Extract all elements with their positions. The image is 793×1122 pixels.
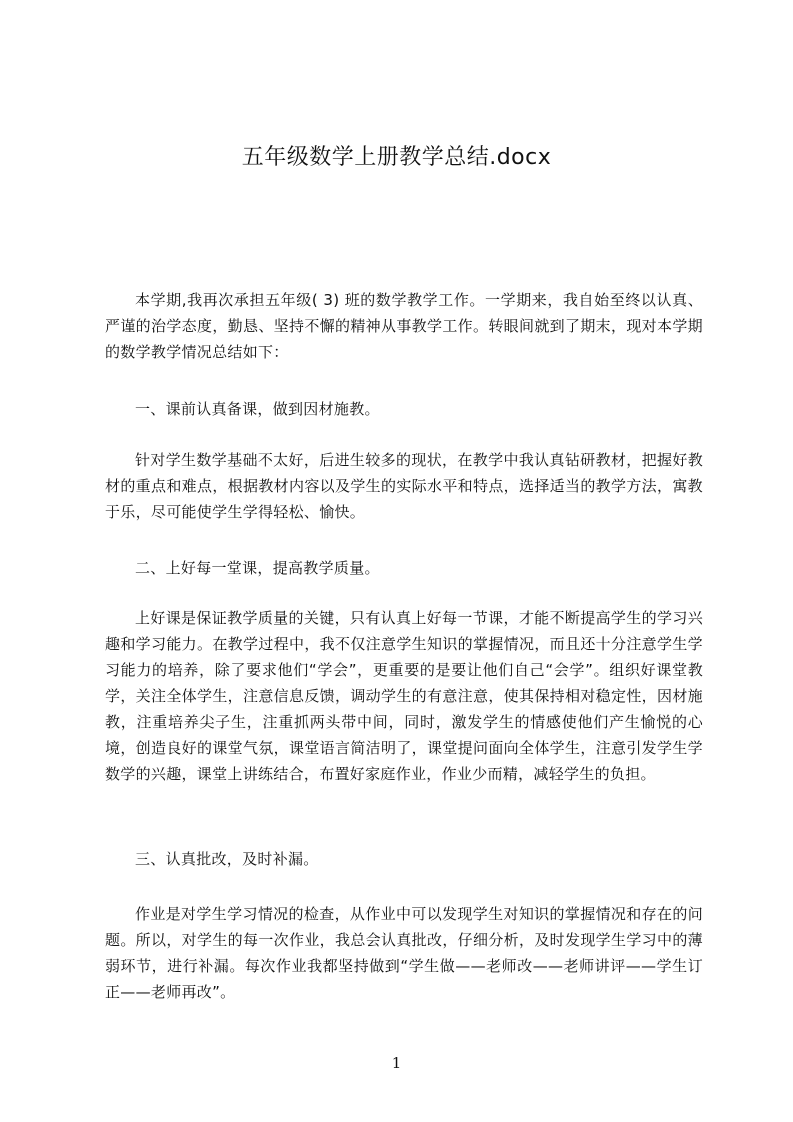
- section-2-heading: 二、上好每一堂课，提高教学质量。: [135, 559, 380, 577]
- section-2-paragraph: 上好课是保证教学质量的关键，只有认真上好每一节课，才能不断提高学生的学习兴趣和学习能力。在教学过程中，我不仅注意学生知识的掌握情况，而且还十分注意学生学习能力的培养，除了要求他们“学会”，更重要的是要让他们自己“会学”。组织好课堂教学，关注全体学生，注意信息反馈，调动学生的有意注意，使其保持相对稳定性，因材施教，注重培养尖子生，注重抓两头带中间，同时，激发学生的情感使他们产生愉悦的心境，创造良好的课堂气氛，课堂语言简洁明了，课堂提问面向全体学生，注意引发学生学数学的兴趣，课堂上讲练结合，布置好家庭作业，作业少而精，减轻学生的负担。: [105, 609, 703, 783]
- section-2-body-block: [105, 605, 703, 787]
- intro-paragraph: 本学期,我再次承担五年级( 3) 班的数学教学工作。一学期来，我自始至终以认真、严谨的治学态度，勤恳、坚持不懈的精神从事教学工作。转眼间就到了期末，现对本学期的数学教学情况总结如下：: [105, 291, 703, 361]
- section-3-heading: 三、认真批改，及时补漏。: [135, 850, 319, 868]
- intro-paragraph-block: [105, 287, 703, 365]
- section-3-paragraph: 作业是对学生学习情况的检查，从作业中可以发现学生对知识的掌握情况和存在的问题。所以，对学生的每一次作业，我总会认真批改，仔细分析，及时发现学生学习中的薄弱环节，进行补漏。每次作业我都坚持做到“学生做——老师改——老师讲评——学生订正——老师再改”。: [105, 905, 703, 1001]
- section-1-paragraph: 针对学生数学基础不太好，后进生较多的现状，在教学中我认真钻研教材，把握好教材的重点和难点，根据教材内容以及学生的实际水平和特点，选择适当的教学方法，寓教于乐，尽可能使学生学得轻松、愉快。: [105, 451, 703, 521]
- section-1-body-block: [105, 447, 703, 525]
- page-number: 1: [391, 1054, 402, 1072]
- section-3-body-block: [105, 901, 703, 1005]
- document-title: 五年级数学上册教学总结.docx: [241, 145, 552, 170]
- section-1-heading: 一、课前认真备课，做到因材施教。: [135, 400, 380, 418]
